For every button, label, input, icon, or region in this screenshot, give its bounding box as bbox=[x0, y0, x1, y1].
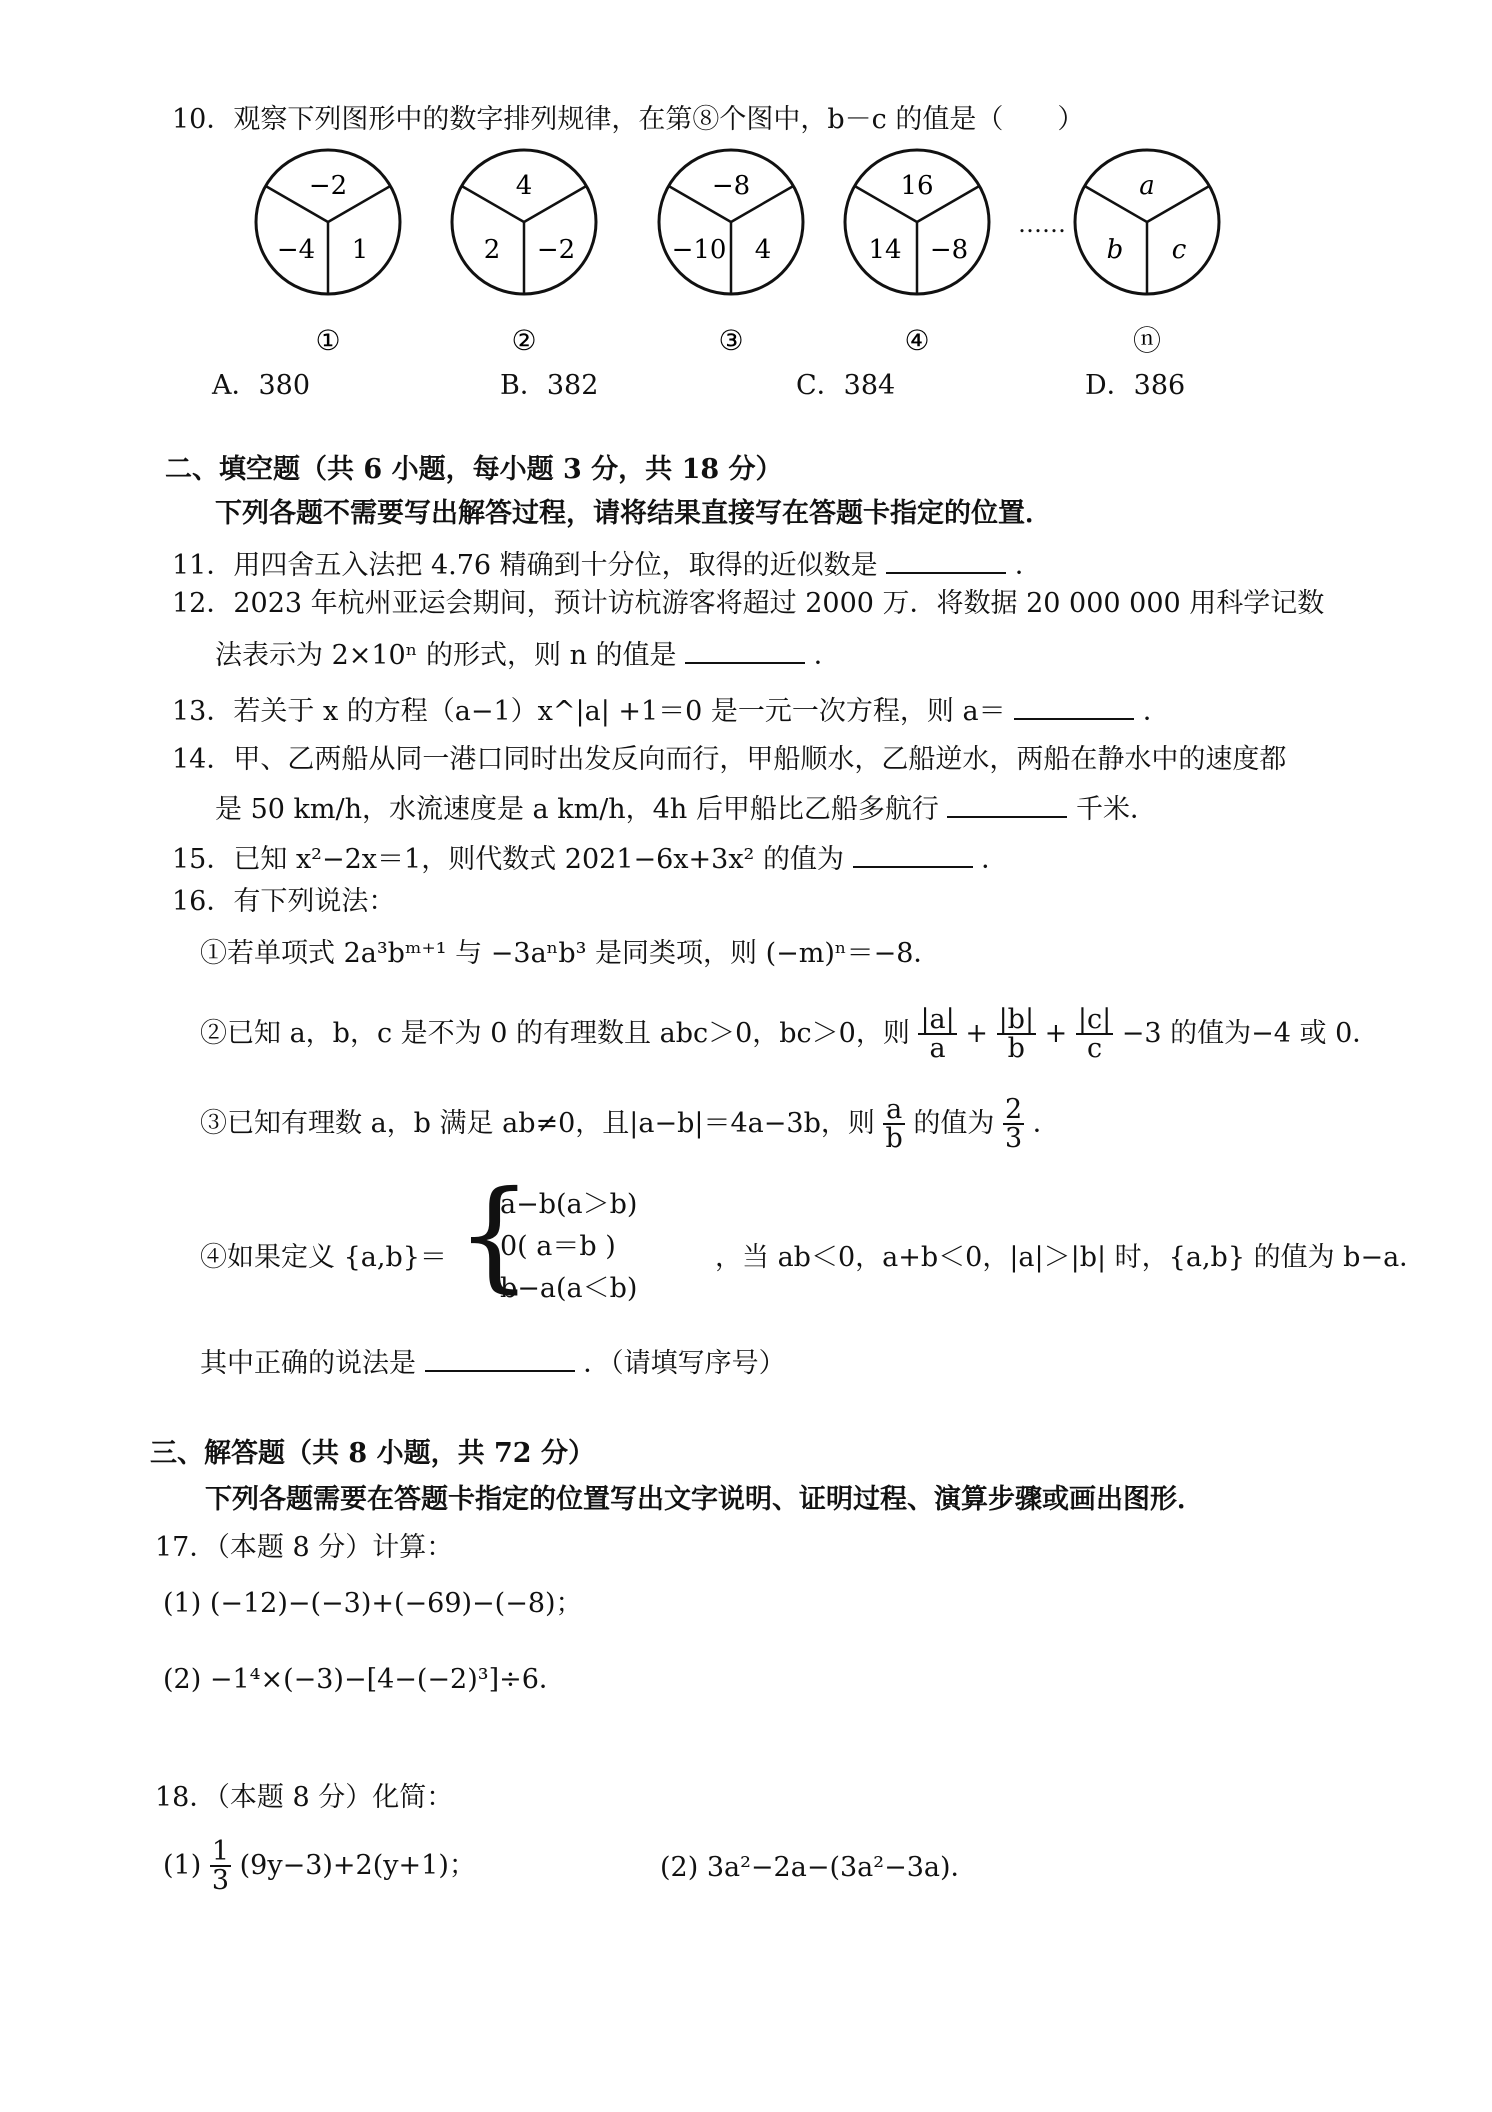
frac-denominator: 3 bbox=[211, 1865, 230, 1896]
frac-denominator: a bbox=[929, 1033, 946, 1064]
circle-index-label: ③ bbox=[718, 324, 744, 357]
q17-part-1: (1) (−12)−(−3)+(−69)−(−8)； bbox=[163, 1588, 583, 1619]
q16-s4-case-2: 0( a＝b ) bbox=[500, 1230, 616, 1262]
frac-numerator: |b| bbox=[998, 1004, 1035, 1035]
q15-blank[interactable] bbox=[853, 840, 973, 868]
q16-answer-text: 其中正确的说法是 bbox=[200, 1348, 416, 1379]
q12-line1: 12．2023 年杭州亚运会期间，预计访杭游客将超过 2000 万．将数据 20 000 000 用科学记数 bbox=[172, 588, 1325, 619]
frac-numerator: 1 bbox=[211, 1836, 230, 1867]
circle-index-label: ④ bbox=[904, 324, 930, 357]
q18-part-1 bbox=[163, 1838, 476, 1894]
circle-top-number: a bbox=[1139, 171, 1155, 201]
frac-denominator: b bbox=[1007, 1033, 1025, 1064]
q13 bbox=[172, 692, 1170, 728]
q13-tail: ． bbox=[1142, 696, 1170, 727]
q11-text: 11．用四舍五入法把 4.76 精确到十分位，取得的近似数是 bbox=[172, 550, 878, 581]
q12-line2-text: 法表示为 2×10ⁿ 的形式，则 n 的值是 bbox=[215, 640, 677, 671]
q16-statement-2 bbox=[200, 1006, 1379, 1062]
circle-right-number: c bbox=[1171, 235, 1187, 265]
frac-numerator: |c| bbox=[1077, 1004, 1112, 1035]
q16-s4-cases bbox=[500, 1184, 637, 1310]
circle-left-number: −10 bbox=[671, 235, 727, 265]
plus-sign: + bbox=[965, 1017, 988, 1049]
plus-sign: + bbox=[1044, 1017, 1068, 1049]
circle-divider bbox=[462, 186, 524, 222]
circle-right-number: −8 bbox=[929, 235, 969, 265]
q11-tail: ． bbox=[1014, 550, 1042, 581]
q12-tail: ． bbox=[813, 640, 841, 671]
frac-numerator: a bbox=[883, 1096, 904, 1125]
frac-denominator: b bbox=[885, 1123, 903, 1154]
circle-index-label: ② bbox=[511, 324, 537, 357]
q17-stem: 17．（本题 8 分）计算： bbox=[155, 1532, 454, 1563]
q18-p1-frac bbox=[210, 1838, 231, 1894]
q16-s4-case-3: b−a(a＜b) bbox=[500, 1272, 638, 1304]
circle-left-number: 2 bbox=[483, 235, 501, 265]
q17-part-2: (2) −1⁴×(−3)−[4−(−2)³]÷6． bbox=[163, 1664, 566, 1695]
q14-line1: 14．甲、乙两船从同一港口同时出发反向而行，甲船顺水，乙船逆水，两船在静水中的速度都 bbox=[172, 744, 1287, 775]
q12-blank[interactable] bbox=[685, 636, 805, 664]
q18-stem: 18．（本题 8 分）化简： bbox=[155, 1782, 454, 1813]
frac-denominator: 3 bbox=[1004, 1123, 1023, 1154]
circle-top-number: −2 bbox=[308, 171, 348, 201]
q16-s3-tail: ． bbox=[1032, 1107, 1060, 1139]
q16-answer-tail: ．（请填写序号） bbox=[583, 1348, 786, 1379]
q14-blank[interactable] bbox=[947, 790, 1067, 818]
circle-divider bbox=[524, 186, 586, 222]
q12-line2 bbox=[215, 636, 841, 672]
q16-s3-frac-value bbox=[1003, 1096, 1024, 1152]
q15-tail: ． bbox=[981, 844, 1009, 875]
q11-blank[interactable] bbox=[886, 546, 1006, 574]
q18-p1-post: (9y−3)+2(y+1)； bbox=[239, 1849, 476, 1881]
q16-statement-1: ①若单项式 2a³bᵐ⁺¹ 与 −3aⁿb³ 是同类项，则 (−m)ⁿ＝−8． bbox=[200, 938, 941, 969]
q10-option-c: C．384 bbox=[796, 370, 896, 401]
q10-option-d: D．386 bbox=[1085, 370, 1186, 401]
q16-s3-mid: 的值为 bbox=[913, 1107, 995, 1139]
q14-line2 bbox=[215, 790, 1157, 826]
circle-top-number: −8 bbox=[711, 171, 751, 201]
circle-top-number: 16 bbox=[900, 171, 934, 201]
q14-tail: 千米． bbox=[1076, 794, 1158, 825]
circle-index-label: ⓝ bbox=[1132, 324, 1162, 357]
q10-dots: …… bbox=[1018, 210, 1066, 238]
circle-index-label: ① bbox=[315, 324, 341, 357]
circle-divider bbox=[1085, 186, 1147, 222]
q16-statement-3 bbox=[200, 1096, 1060, 1152]
circle-left-number: −4 bbox=[276, 235, 316, 265]
frac-numerator: 2 bbox=[1004, 1094, 1023, 1125]
q15 bbox=[172, 840, 1008, 876]
q14-line2-text: 是 50 km/h，水流速度是 a km/h，4h 后甲船比乙船多航行 bbox=[215, 794, 939, 825]
q16-s2-frac-b bbox=[997, 1006, 1036, 1062]
circle-right-number: −2 bbox=[536, 235, 576, 265]
q10-option-a: A．380 bbox=[212, 370, 311, 401]
q16-s4-brace: { bbox=[456, 1166, 533, 1305]
circle-top-number: 4 bbox=[515, 171, 533, 201]
section3-title: 三、解答题（共 8 小题，共 72 分） bbox=[150, 1438, 595, 1469]
circle-right-number: 1 bbox=[351, 235, 369, 265]
q10-option-b: B．382 bbox=[500, 370, 599, 401]
section3-instruction: 下列各题需要在答题卡指定的位置写出文字说明、证明过程、演算步骤或画出图形． bbox=[205, 1484, 1204, 1515]
q16-blank[interactable] bbox=[425, 1344, 575, 1372]
q11 bbox=[172, 546, 1042, 582]
circle-left-number: 14 bbox=[868, 235, 902, 265]
section2-title: 二、填空题（共 6 小题，每小题 3 分，共 18 分） bbox=[165, 454, 783, 485]
q16-s4-post: ，当 ab＜0，a+b＜0，|a|＞|b| 时，{a,b} 的值为 b−a． bbox=[715, 1242, 1427, 1273]
circle-divider bbox=[1147, 186, 1209, 222]
q16-s2-frac-a bbox=[918, 1006, 956, 1062]
q16-s4-pre: ④如果定义 {a,b}＝ bbox=[200, 1242, 447, 1273]
q13-text: 13．若关于 x 的方程（a−1）x^|a| +1＝0 是一元一次方程，则 a＝ bbox=[172, 696, 1006, 727]
q16-s2-post: −3 的值为−4 或 0． bbox=[1121, 1017, 1380, 1049]
circle-right-number: 4 bbox=[754, 235, 772, 265]
q16-s2-pre: ②已知 a，b，c 是不为 0 的有理数且 abc＞0，bc＞0，则 bbox=[200, 1017, 910, 1049]
q13-blank[interactable] bbox=[1014, 692, 1134, 720]
q16-s4-case-1: a−b(a＞b) bbox=[500, 1189, 638, 1220]
q16-stem: 16．有下列说法： bbox=[172, 886, 396, 917]
q16-answer bbox=[200, 1344, 786, 1380]
q15-text: 15．已知 x²−2x＝1，则代数式 2021−6x+3x² 的值为 bbox=[172, 844, 844, 875]
section2-instruction: 下列各题不需要写出解答过程，请将结果直接写在答题卡指定的位置． bbox=[215, 498, 1052, 529]
circle-left-number: b bbox=[1106, 235, 1124, 265]
frac-denominator: c bbox=[1086, 1033, 1103, 1064]
q10-circles-figure bbox=[0, 0, 1492, 420]
q16-s2-frac-c bbox=[1076, 1006, 1113, 1062]
frac-numerator: |a| bbox=[920, 1004, 955, 1035]
q18-p1-pre: (1) bbox=[163, 1849, 202, 1881]
q10-stem: 10．观察下列图形中的数字排列规律，在第⑧个图中，b－c 的值是（ ） bbox=[172, 104, 1085, 135]
q18-part-2: (2) 3a²−2a−(3a²−3a)． bbox=[660, 1852, 978, 1883]
q16-s3-frac-ab bbox=[883, 1096, 904, 1152]
q16-s3-pre: ③已知有理数 a，b 满足 ab≠0，且|a−b|＝4a−3b，则 bbox=[200, 1107, 875, 1139]
